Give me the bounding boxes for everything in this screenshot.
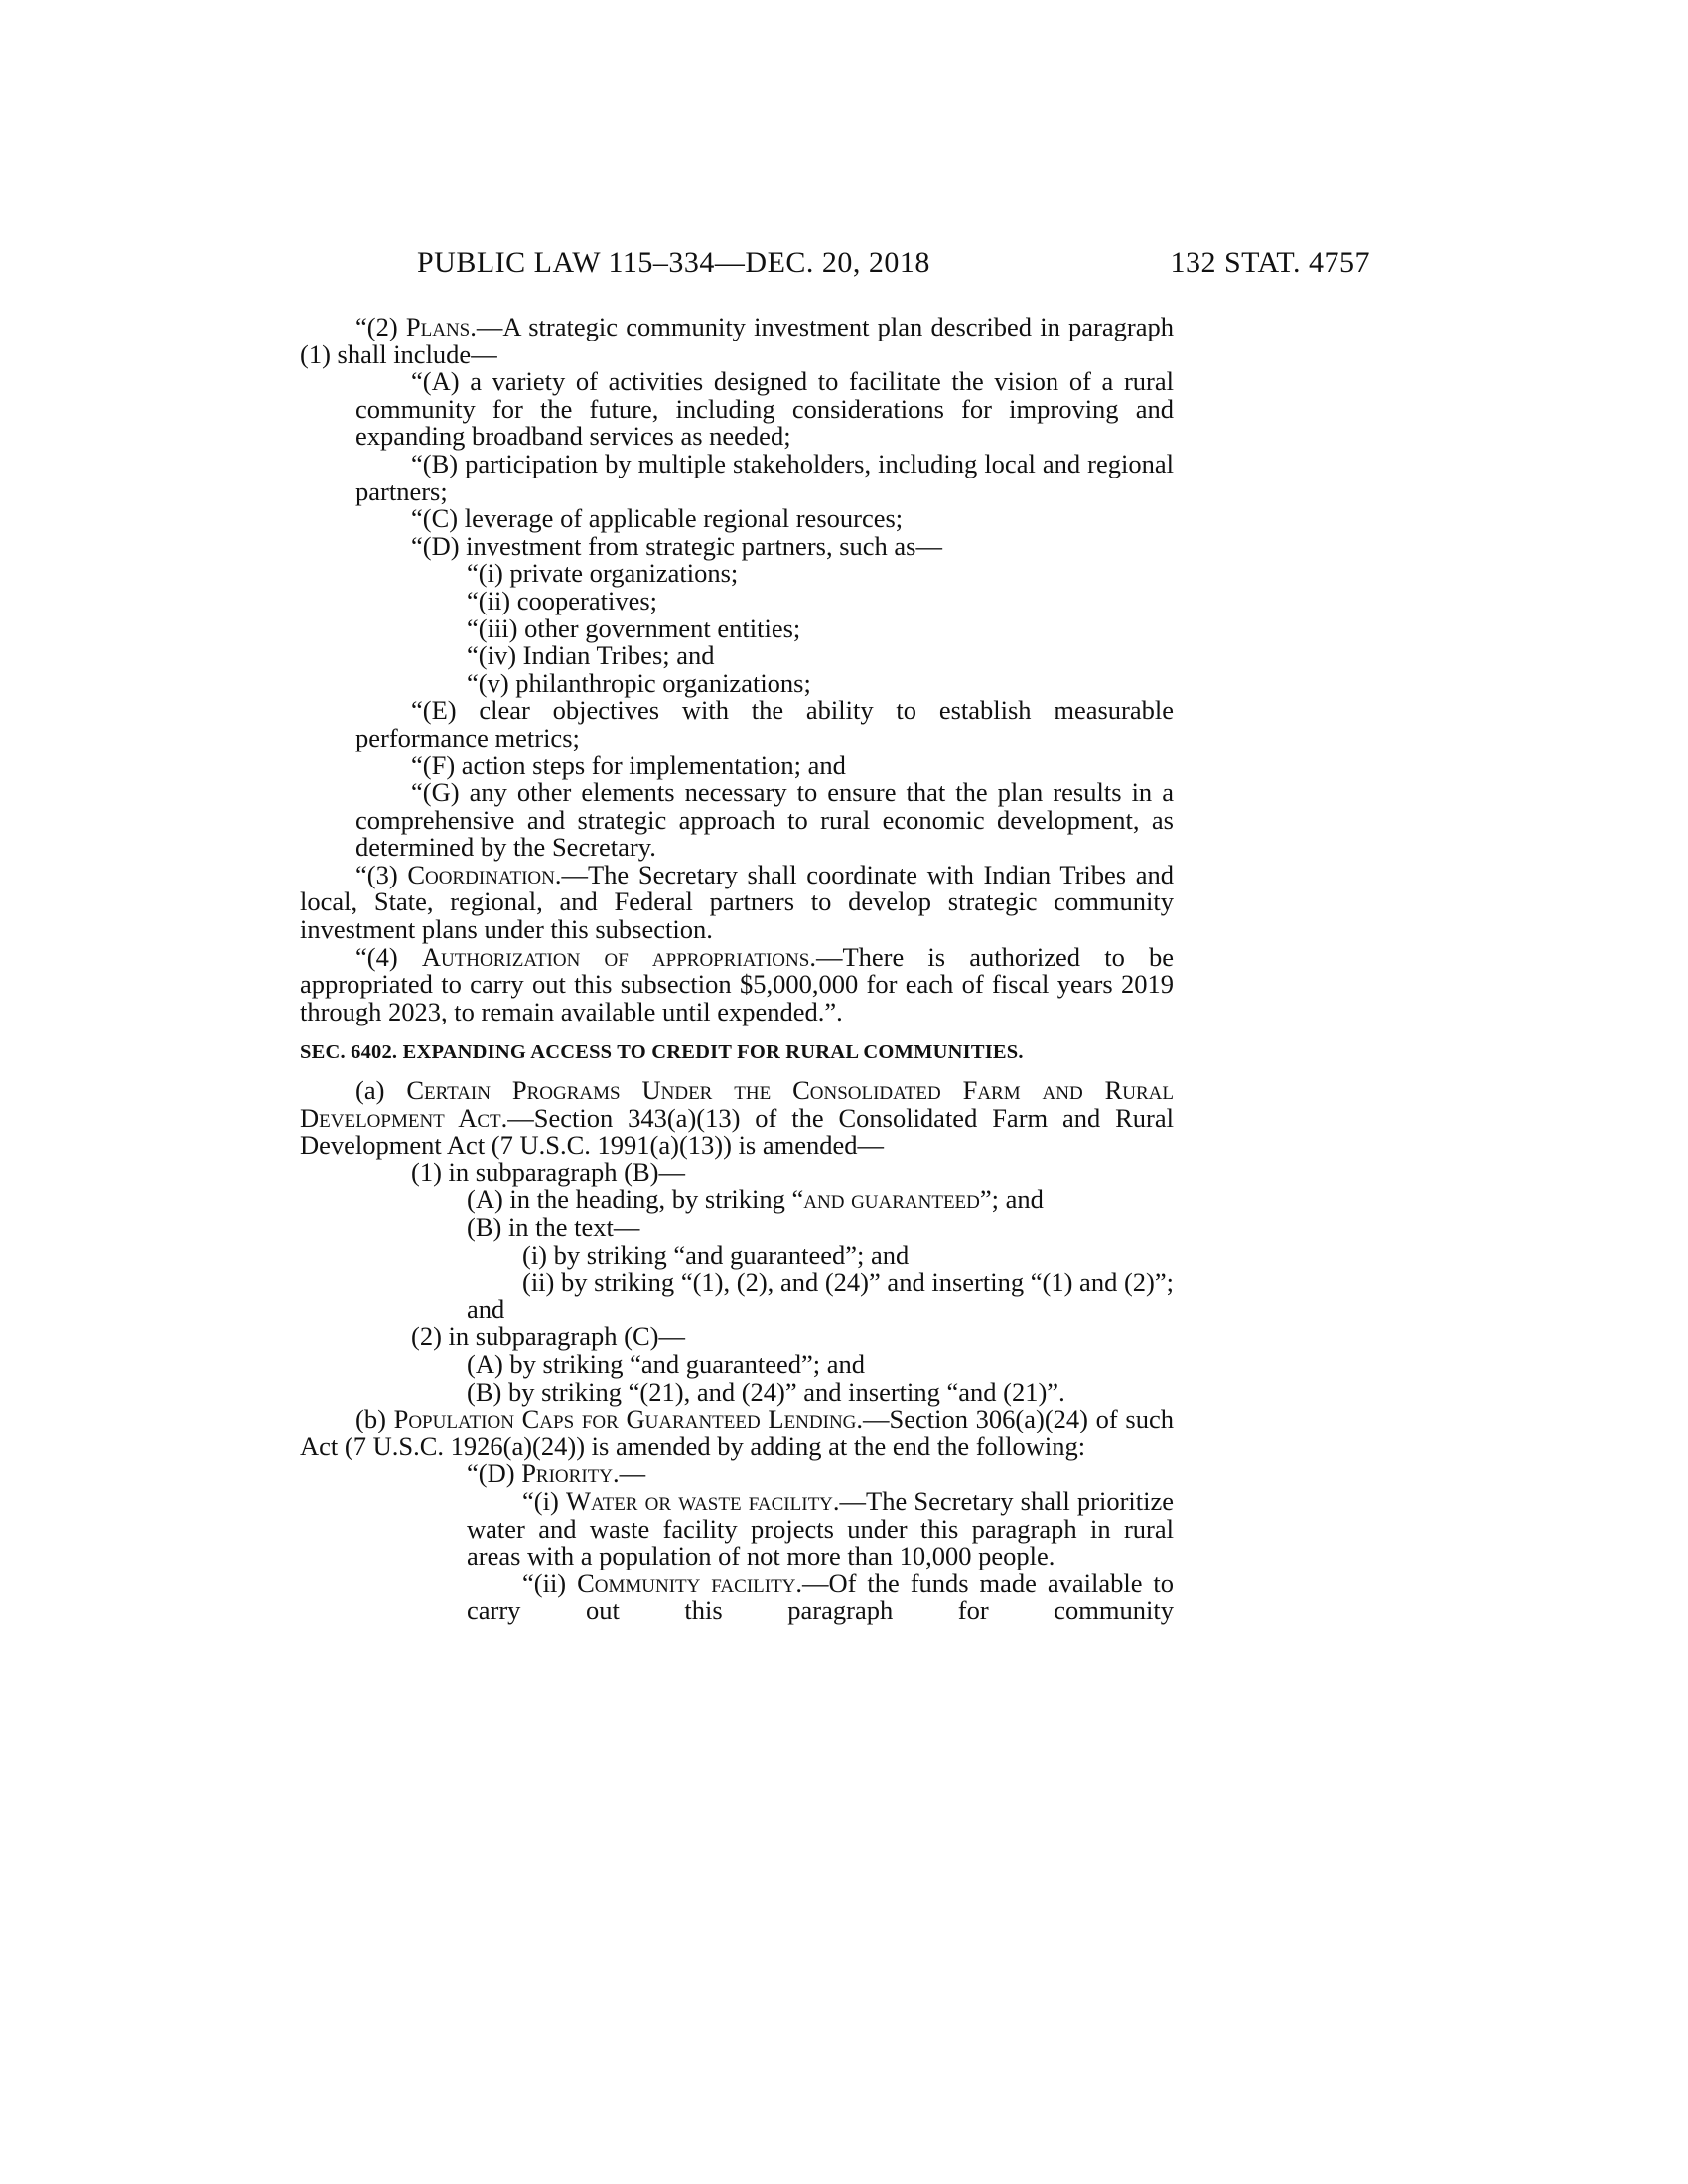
item-2: (2) in subparagraph (C)— bbox=[411, 1321, 685, 1352]
item-1-b: (B) in the text— bbox=[467, 1212, 640, 1242]
item-lead: “(ii) bbox=[522, 1568, 578, 1598]
item-2-a: (A) by striking “and guaranteed”; and bbox=[467, 1348, 866, 1379]
paragraph-text: .—A strategic community investment plan described in paragraph (1) shall include— bbox=[300, 312, 1174, 369]
paragraph-4-authorization bbox=[300, 941, 1174, 1026]
subsection-lead: (a) bbox=[355, 1075, 407, 1106]
item-2-b: (B) by striking “(21), and (24)” and inserting “and (21)”. bbox=[467, 1376, 1065, 1407]
subparagraph-g: “(G) any other elements necessary to ensure that the plan results in a comprehensive and strategic approach to rural economic development, as determined by the Secretary. bbox=[355, 777, 1174, 863]
item-text: .— bbox=[612, 1458, 646, 1489]
item-heading: Community facility bbox=[577, 1568, 796, 1598]
subparagraph-c: “(C) leverage of applicable regional resources; bbox=[411, 503, 904, 534]
item-lead: “(D) bbox=[467, 1458, 522, 1489]
subparagraph-d: “(D) investment from strategic partners, such as— bbox=[411, 530, 942, 561]
item-1: (1) in subparagraph (B)— bbox=[411, 1157, 685, 1187]
item-text: .—The Secretary shall prioritize water and waste facility projects under this paragraph in rural areas with a population of not more than 10,000 people. bbox=[467, 1485, 1175, 1571]
subsection-text: .—Section 343(a)(13) of the Consolidated Farm and Rural Development Act (7 U.S.C. 1991(a)(13)) is amended— bbox=[300, 1102, 1175, 1160]
clause-iii: “(iii) other government entities; bbox=[467, 613, 801, 643]
subparagraph-d-priority bbox=[300, 1460, 1174, 1488]
document-body bbox=[300, 314, 1174, 1625]
item-text: (A) in the heading, by striking “ bbox=[467, 1184, 804, 1215]
paragraph-2-plans bbox=[300, 314, 1174, 368]
paragraph-heading: Coordination bbox=[407, 859, 555, 889]
paragraph-lead: “(4) bbox=[355, 941, 422, 972]
paragraph-lead: “(3) bbox=[355, 859, 408, 889]
paragraph-3-coordination bbox=[300, 859, 1174, 945]
item-1-b-ii: (ii) by striking “(1), (2), and (24)” and inserting “(1) and (2)”; and bbox=[467, 1267, 1174, 1324]
subsection-lead: (b) bbox=[355, 1404, 394, 1434]
running-head: PUBLIC LAW 115–334—DEC. 20, 2018 bbox=[417, 246, 930, 279]
subparagraph-e: “(E) clear objectives with the ability to establish measurable performance metrics; bbox=[355, 695, 1174, 752]
section-heading: SEC. 6402. EXPANDING ACCESS TO CREDIT FOR RURAL COMMUNITIES. bbox=[300, 1041, 1024, 1064]
paragraph-text: .—The Secretary shall coordinate with Indian Tribes and local, State, regional, and Federal partners to develop strategic community investment plans under this subsection. bbox=[300, 859, 1174, 945]
item-small-caps: and guaranteed bbox=[803, 1184, 980, 1215]
clause-ii-community bbox=[300, 1570, 1174, 1625]
clause-i-water bbox=[300, 1485, 1175, 1571]
subsection-heading: Certain Programs Under the Consolidated Farm and Rural Development Act bbox=[300, 1075, 1174, 1133]
subparagraph-f: “(F) action steps for implementation; and bbox=[411, 750, 846, 780]
clause-ii: “(ii) cooperatives; bbox=[467, 585, 658, 615]
paragraph-text: .—There is authorized to be appropriated to carry out this subsection $5,000,000 for each of fiscal years 2019 through 2023, to remain available until expended.”. bbox=[300, 941, 1174, 1026]
paragraph-heading: Authorization of appropriations bbox=[421, 941, 810, 972]
subsection-text: .—Section 306(a)(24) of such Act (7 U.S.C. 1926(a)(24)) is amended by adding at the end the following: bbox=[300, 1404, 1175, 1461]
clause-v: “(v) philanthropic organizations; bbox=[467, 667, 811, 698]
clause-iv: “(iv) Indian Tribes; and bbox=[467, 640, 715, 671]
clause-i: “(i) private organizations; bbox=[467, 558, 739, 589]
item-1-a bbox=[300, 1186, 1174, 1214]
paragraph-lead: “(2) bbox=[355, 312, 406, 341]
item-text: .—Of the funds made available to carry out this paragraph for community bbox=[467, 1568, 1174, 1626]
subsection-b bbox=[300, 1406, 1174, 1460]
item-text: ”; and bbox=[979, 1184, 1044, 1215]
item-lead: “(i) bbox=[522, 1485, 566, 1516]
item-heading: Water or waste facility bbox=[565, 1485, 833, 1516]
item-heading: Priority bbox=[521, 1458, 613, 1489]
page-header bbox=[417, 246, 1370, 286]
subsection-heading: Population Caps for Guaranteed Lending bbox=[393, 1404, 857, 1434]
subparagraph-a: “(A) a variety of activities designed to facilitate the vision of a rural community for the future, including considerations for improving and expanding broadband services as needed; bbox=[355, 366, 1174, 452]
subparagraph-b: “(B) participation by multiple stakeholders, including local and regional partners; bbox=[355, 448, 1174, 506]
paragraph-heading: Plans bbox=[405, 312, 471, 341]
item-1-b-i: (i) by striking “and guaranteed”; and bbox=[522, 1239, 910, 1270]
subsection-a bbox=[300, 1077, 1174, 1160]
statute-page-reference: 132 STAT. 4757 bbox=[1170, 246, 1370, 279]
